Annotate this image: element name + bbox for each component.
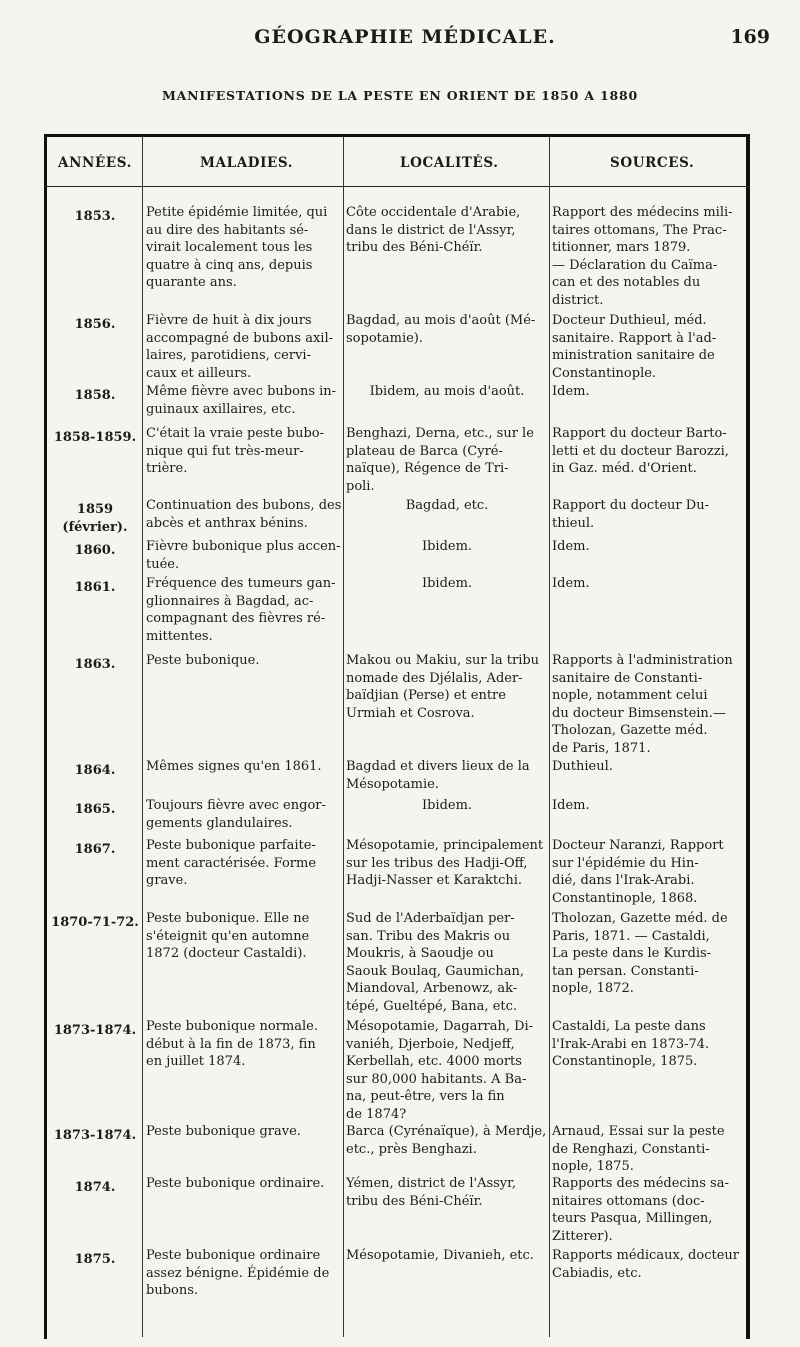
maladie-cell-line: Mêmes signes qu'en 1861.	[146, 759, 322, 774]
source-cell-line: Idem.	[552, 539, 590, 554]
year-cell	[50, 579, 140, 597]
maladie-cell-line: bubons.	[146, 1283, 199, 1298]
source-cell-line: in Gaz. méd. d'Orient.	[552, 461, 697, 476]
localite-cell	[346, 312, 548, 347]
localite-cell-line: Benghazi, Derna, etc., sur le	[346, 426, 534, 441]
maladie-cell	[146, 538, 342, 573]
localite-cell-line: Bagdad et divers lieux de la	[346, 759, 530, 774]
source-cell-line: Constantinople.	[552, 365, 657, 381]
column-divider	[343, 137, 344, 1337]
year-cell-line: 1858-1859.	[53, 430, 137, 445]
year-cell	[50, 914, 140, 932]
localite-cell-line: na, peut-être, vers la fin	[346, 1089, 505, 1104]
localite-cell-line: Hadji-Nasser et Karaktchi.	[346, 873, 523, 888]
year-cell	[50, 208, 140, 226]
maladie-cell	[146, 1175, 342, 1193]
source-cell-line: nople, 1875.	[552, 1159, 634, 1174]
localite-cell-line: tépé, Gueltépé, Bana, etc.	[346, 998, 518, 1014]
maladie-cell-line: ment caractérisée. Forme	[146, 855, 317, 871]
localite-cell-line: vaniéh, Djerboie, Nedjeff,	[346, 1036, 515, 1052]
source-cell-line: tan persan. Constanti-	[552, 963, 699, 979]
source-cell-line: nitaires ottomans (doc-	[552, 1193, 705, 1209]
source-cell-line: de Renghazi, Constanti-	[552, 1141, 710, 1157]
source-cell-line: Constantinople, 1868.	[552, 890, 698, 906]
localite-cell-line: dans le district de l'Assyr,	[346, 222, 516, 238]
localite-cell-line: de 1874?	[346, 1106, 407, 1122]
localite-cell-line: Mésopotamie, principalement	[346, 838, 544, 853]
maladie-cell-line: s'éteignit qu'en automne	[146, 928, 310, 944]
localite-cell-line: Barca (Cyrénaïque), à Merdje,	[346, 1124, 547, 1139]
localite-cell-line: Moukris, à Saoudje ou	[346, 946, 494, 961]
maladie-cell-line: Peste bubonique ordinaire	[146, 1248, 321, 1263]
year-cell-line: 1874.	[74, 1180, 116, 1195]
source-cell	[552, 1018, 746, 1071]
maladie-cell-line: Peste bubonique normale.	[146, 1019, 318, 1034]
year-cell	[50, 316, 140, 334]
source-cell-line: Cabiadis, etc.	[552, 1265, 642, 1281]
source-cell-line: du docteur Bimsenstein.—	[552, 705, 726, 721]
localite-cell-line: Ibidem.	[421, 539, 473, 554]
localite-cell-line: sur 80,000 habitants. A Ba-	[346, 1071, 527, 1087]
source-cell-line: nople, 1872.	[552, 981, 634, 996]
localite-cell-line: etc., près Benghazi.	[346, 1141, 477, 1157]
maladie-cell-line: compagnant des fièvres ré-	[146, 611, 326, 626]
localite-cell-line: Bagdad, au mois d'août (Mé-	[346, 313, 536, 328]
maladie-cell-line: nique qui fut très-meur-	[146, 443, 304, 459]
source-cell-line: Zitterer).	[552, 1228, 613, 1244]
column-header-sources: SOURCES.	[610, 155, 695, 171]
source-cell-line: Paris, 1871. — Castaldi,	[552, 928, 710, 944]
localite-cell	[346, 652, 548, 722]
localite-cell	[346, 1123, 548, 1158]
localite-cell-line: Bagdad, etc.	[405, 498, 489, 513]
maladie-cell	[146, 797, 342, 832]
page-title: GÉOGRAPHIE MÉDICALE.	[254, 26, 556, 48]
source-cell-line: Rapports à l'administration	[552, 653, 733, 668]
source-cell-line: teurs Pasqua, Millingen,	[552, 1211, 713, 1226]
year-cell-line: 1856.	[74, 317, 116, 332]
year-cell-line: 1873-1874.	[53, 1023, 137, 1038]
maladie-cell	[146, 1247, 342, 1300]
source-cell	[552, 758, 746, 776]
localite-cell-line: sur les tribus des Hadji-Off,	[346, 855, 528, 871]
localite-cell-line: nomade des Djélalis, Ader-	[346, 670, 523, 686]
header-rule	[44, 186, 750, 187]
source-cell-line: sur l'épidémie du Hin-	[552, 855, 699, 871]
source-cell	[552, 538, 746, 556]
source-cell	[552, 652, 746, 757]
year-cell-line: (février).	[62, 519, 128, 535]
source-cell	[552, 425, 746, 478]
maladie-cell	[146, 383, 342, 418]
year-cell	[50, 656, 140, 674]
localite-cell-line: Mésopotamie, Dagarrah, Di-	[346, 1019, 534, 1034]
localite-cell-line: Ibidem, au mois d'août.	[369, 384, 525, 399]
localite-cell	[346, 204, 548, 257]
source-cell-line: Castaldi, La peste dans	[552, 1019, 706, 1034]
maladie-cell-line: Continuation des bubons, des	[146, 498, 342, 513]
maladie-cell-line: Fréquence des tumeurs gan-	[146, 576, 336, 591]
localite-cell-line: Saouk Boulaq, Gaumichan,	[346, 963, 525, 979]
maladie-cell-line: C'était la vraie peste bubo-	[146, 426, 325, 441]
maladie-cell-line: quarante ans.	[146, 275, 237, 290]
source-cell-line: dié, dans l'Irak-Arabi.	[552, 873, 695, 888]
source-cell-line: Tholozan, Gazette méd. de	[552, 911, 728, 926]
localite-cell-line: Ibidem.	[421, 798, 473, 813]
source-cell-line: letti et du docteur Barozzi,	[552, 443, 729, 459]
source-cell-line: Docteur Naranzi, Rapport	[552, 838, 724, 853]
localite-cell-line: tribu des Béni-Chéïr.	[346, 1193, 483, 1209]
maladie-cell	[146, 1018, 342, 1071]
source-cell-line: thieul.	[552, 515, 595, 531]
year-cell-line: 1861.	[74, 580, 116, 595]
year-cell-line: 1853.	[74, 209, 116, 224]
source-cell-line: La peste dans le Kurdis-	[552, 946, 712, 961]
source-cell	[552, 575, 746, 593]
localite-cell-line: Ibidem.	[421, 576, 473, 591]
localite-cell-line: poli.	[346, 478, 375, 494]
maladie-cell	[146, 497, 342, 532]
source-cell-line: nople, notamment celui	[552, 688, 708, 703]
source-cell-line: district.	[552, 292, 604, 308]
localite-cell-line: Yémen, district de l'Assyr,	[346, 1176, 517, 1191]
localite-cell-line: Sud de l'Aderbaïdjan per-	[346, 911, 515, 926]
column-header-maladies: MALADIES.	[200, 155, 294, 171]
localite-cell-line: baïdjian (Perse) et entre	[346, 688, 506, 703]
localite-cell-line: sopotamie).	[346, 330, 424, 346]
localite-cell	[346, 538, 548, 556]
localite-cell	[346, 758, 548, 793]
localite-cell	[346, 1247, 548, 1265]
source-cell	[552, 910, 746, 998]
year-cell-line: 1859	[76, 502, 114, 517]
maladie-cell-line: Toujours fièvre avec engor-	[146, 798, 326, 813]
maladie-cell-line: glionnaires à Bagdad, ac-	[146, 593, 314, 609]
column-divider	[142, 137, 143, 1337]
maladie-cell-line: trière.	[146, 461, 188, 476]
column-header-localites: LOCALITÉS.	[400, 155, 499, 171]
source-cell-line: — Déclaration du Caïma-	[552, 257, 718, 273]
source-cell-line: Rapport des médecins mili-	[552, 205, 733, 220]
year-cell	[50, 1179, 140, 1197]
localite-cell	[346, 497, 548, 515]
maladie-cell-line: mittentes.	[146, 628, 213, 644]
page-number: 169	[730, 26, 770, 48]
maladie-cell-line: Peste bubonique parfaite-	[146, 838, 316, 853]
source-cell-line: ministration sanitaire de	[552, 348, 715, 363]
maladie-cell-line: caux et ailleurs.	[146, 365, 252, 381]
maladie-cell-line: laires, parotidiens, cervi-	[146, 348, 311, 363]
source-cell-line: Rapports médicaux, docteur	[552, 1248, 739, 1263]
maladie-cell-line: Peste bubonique ordinaire.	[146, 1176, 325, 1191]
localite-cell	[346, 1018, 548, 1123]
year-cell	[50, 1127, 140, 1145]
localite-cell-line: Côte occidentale d'Arabie,	[346, 205, 521, 220]
source-cell	[552, 797, 746, 815]
localite-cell-line: naïque), Régence de Tri-	[346, 461, 509, 476]
year-cell	[50, 429, 140, 447]
year-cell	[50, 762, 140, 780]
year-cell-line: 1865.	[74, 802, 116, 817]
localite-cell-line: Miandoval, Arbenowz, ak-	[346, 981, 518, 996]
localite-cell-line: Makou ou Makiu, sur la tribu	[346, 653, 540, 668]
localite-cell	[346, 797, 548, 815]
maladie-cell-line: Fièvre bubonique plus accen-	[146, 539, 341, 554]
year-cell	[50, 1022, 140, 1040]
source-cell-line: Docteur Duthieul, méd.	[552, 313, 707, 328]
localite-cell-line: Kerbellah, etc. 4000 morts	[346, 1054, 522, 1069]
maladie-cell-line: virait localement tous les	[146, 240, 313, 255]
source-cell	[552, 1175, 746, 1245]
year-cell-line: 1860.	[74, 543, 116, 558]
source-cell-line: l'Irak-Arabi en 1873-74.	[552, 1036, 710, 1052]
source-cell-line: Arnaud, Essai sur la peste	[552, 1124, 725, 1139]
maladie-cell-line: assez bénigne. Épidémie de	[146, 1265, 330, 1281]
maladie-cell-line: 1872 (docteur Castaldi).	[146, 946, 307, 961]
maladie-cell-line: Peste bubonique.	[146, 653, 260, 668]
year-cell-line: 1867.	[74, 842, 116, 857]
source-cell-line: Tholozan, Gazette méd.	[552, 723, 708, 738]
maladie-cell-line: au dire des habitants sé-	[146, 222, 309, 238]
localite-cell-line: Urmiah et Cosrova.	[346, 705, 475, 721]
maladie-cell-line: grave.	[146, 873, 188, 888]
maladie-cell	[146, 312, 342, 382]
source-cell-line: sanitaire. Rapport à l'ad-	[552, 330, 717, 346]
maladie-cell-line: quatre à cinq ans, depuis	[146, 257, 313, 273]
source-cell-line: Idem.	[552, 576, 590, 591]
source-cell-line: Idem.	[552, 798, 590, 813]
year-cell	[50, 801, 140, 819]
maladie-cell	[146, 1123, 342, 1141]
year-cell-line: 1864.	[74, 763, 116, 778]
year-cell-line: 1870-71-72.	[51, 915, 139, 930]
maladie-cell	[146, 652, 342, 670]
maladie-cell	[146, 204, 342, 292]
maladie-cell-line: tuée.	[146, 556, 180, 572]
year-cell-line: 1875.	[74, 1252, 116, 1267]
source-cell	[552, 1123, 746, 1176]
source-cell-line: sanitaire de Constanti-	[552, 670, 703, 686]
localite-cell-line: plateau de Barca (Cyré-	[346, 443, 503, 459]
source-cell	[552, 204, 746, 309]
source-cell	[552, 1247, 746, 1282]
maladie-cell-line: guinaux axillaires, etc.	[146, 401, 296, 417]
source-cell-line: titionner, mars 1879.	[552, 240, 691, 255]
source-cell-line: Rapport du docteur Barto-	[552, 426, 727, 441]
source-cell	[552, 383, 746, 401]
localite-cell	[346, 910, 548, 1015]
source-cell	[552, 312, 746, 382]
source-cell-line: Rapport du docteur Du-	[552, 498, 709, 513]
localite-cell-line: Mésopotamie, Divanieh, etc.	[346, 1248, 534, 1263]
source-cell	[552, 837, 746, 907]
maladie-cell	[146, 575, 342, 645]
maladie-cell	[146, 837, 342, 890]
table-title: MANIFESTATIONS DE LA PESTE EN ORIENT DE 1850 A 1880	[162, 88, 638, 103]
maladie-cell	[146, 758, 342, 776]
maladie-cell-line: Même fièvre avec bubons in-	[146, 384, 337, 399]
maladie-cell-line: Peste bubonique grave.	[146, 1124, 301, 1139]
maladie-cell-line: Petite épidémie limitée, qui	[146, 205, 328, 220]
source-cell-line: Idem.	[552, 384, 590, 399]
source-cell	[552, 497, 746, 532]
localite-cell	[346, 575, 548, 593]
maladie-cell-line: accompagné de bubons axil-	[146, 330, 334, 346]
source-cell-line: Constantinople, 1875.	[552, 1054, 698, 1069]
year-cell-line: 1873-1874.	[53, 1128, 137, 1143]
source-cell-line: de Paris, 1871.	[552, 740, 651, 756]
column-divider	[549, 137, 550, 1337]
year-cell	[50, 501, 140, 536]
year-cell-line: 1858.	[74, 388, 116, 403]
year-cell	[50, 1251, 140, 1269]
maladie-cell-line: en juillet 1874.	[146, 1054, 246, 1069]
maladie-cell-line: Fièvre de huit à dix jours	[146, 313, 312, 328]
localite-cell-line: san. Tribu des Makris ou	[346, 928, 511, 944]
localite-cell	[346, 383, 548, 401]
year-cell	[50, 542, 140, 560]
maladie-cell-line: gements glandulaires.	[146, 815, 293, 831]
year-cell-line: 1863.	[74, 657, 116, 672]
maladie-cell	[146, 425, 342, 478]
maladie-cell-line: début à la fin de 1873, fin	[146, 1036, 316, 1052]
source-cell-line: can et des notables du	[552, 275, 701, 290]
maladie-cell-line: abcès et anthrax bénins.	[146, 515, 308, 531]
source-cell-line: Rapports des médecins sa-	[552, 1176, 729, 1191]
localite-cell	[346, 837, 548, 890]
source-cell-line: taires ottomans, The Prac-	[552, 222, 727, 238]
localite-cell-line: Mésopotamie.	[346, 776, 439, 792]
maladie-cell-line: Peste bubonique. Elle ne	[146, 911, 310, 926]
maladie-cell	[146, 910, 342, 963]
running-head	[40, 26, 770, 56]
localite-cell-line: tribu des Béni-Chéïr.	[346, 240, 483, 255]
localite-cell	[346, 425, 548, 495]
source-cell-line: Duthieul.	[552, 759, 613, 774]
localite-cell	[346, 1175, 548, 1210]
column-header-annees: ANNÉES.	[58, 155, 132, 171]
year-cell	[50, 841, 140, 859]
year-cell	[50, 387, 140, 405]
